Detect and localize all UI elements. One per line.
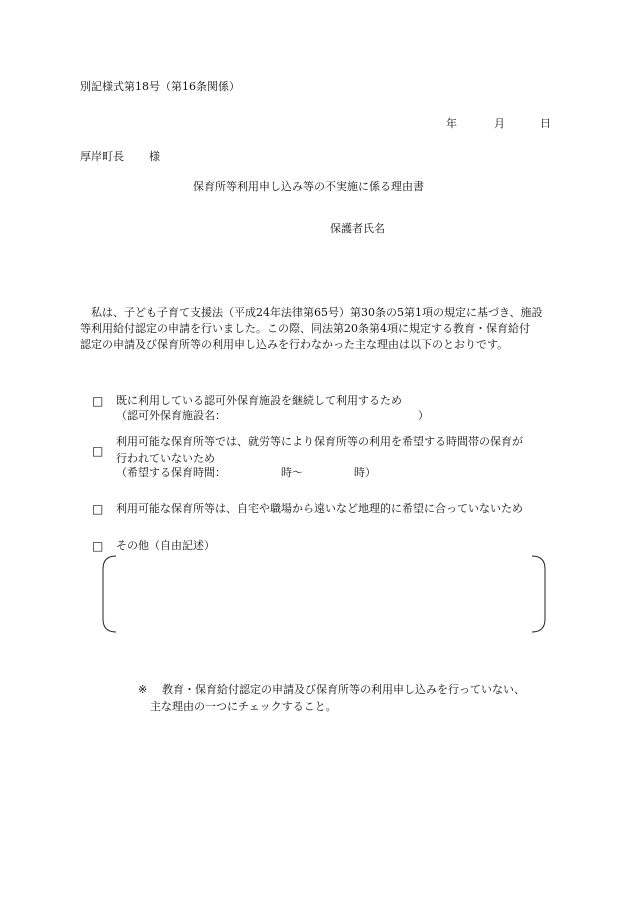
facility-name-label: （認可外保育施設名：: [116, 409, 226, 422]
option-2-text: [116, 433, 523, 467]
intro-line: 等利用給付認定の申請を行いました。この際、同法第20条第4項に規定する教育・保育給付: [80, 322, 530, 335]
note-mark: ※: [138, 683, 148, 696]
guardian-name-label: 保護者氏名: [330, 222, 385, 235]
facility-name-close: ）: [418, 409, 429, 422]
addressee-name: 厚岸町長: [80, 150, 124, 163]
intro-line: 私は、子ども子育て支援法（平成24年法律第65号）第30条の5第1項の規定に基づき、施設: [91, 306, 543, 319]
option-1-text: 既に利用している認可外保育施設を継続して利用するため: [116, 394, 402, 407]
form-label: 別記様式第18号（第16条関係）: [80, 80, 240, 93]
intro-paragraph: [80, 305, 555, 353]
option-4-text: その他（自由記述）: [116, 539, 215, 552]
free-text-area[interactable]: [100, 554, 548, 634]
desired-time-label: （希望する保育時間：: [116, 466, 226, 479]
checkbox-option-3[interactable]: □: [92, 502, 104, 516]
date-day-label: 日: [540, 117, 551, 130]
note-line: 主な理由の一つにチェックすること。: [150, 700, 337, 713]
note-line: 教育・保育給付認定の申請及び保育所等の利用申し込みを行っていない、: [162, 683, 525, 696]
checkbox-option-4[interactable]: □: [92, 539, 104, 553]
option-3-text: 利用可能な保育所等は、自宅や職場から遠いなど地理的に希望に合っていないため: [116, 502, 523, 515]
date-month-label: 月: [494, 117, 505, 130]
option-2-detail: [116, 464, 376, 481]
date-year-label: 年: [446, 117, 457, 130]
left-bracket: [103, 556, 116, 632]
document-title: 保育所等利用申し込み等の不実施に係る理由書: [193, 180, 424, 193]
time-to-unit: 時）: [354, 466, 376, 479]
option-2-line: 利用可能な保育所等では、就労等により保育所等の利用を希望する時間帯の保育が: [116, 435, 523, 448]
checkbox-option-2[interactable]: □: [92, 444, 104, 458]
checkbox-option-1[interactable]: □: [92, 394, 104, 408]
intro-line: 認定の申請及び保育所等の利用申し込みを行わなかった主な理由は以下のとおりです。: [80, 338, 509, 351]
addressee-honorific: 様: [149, 150, 160, 163]
option-1-detail: [116, 407, 429, 424]
right-bracket: [532, 556, 545, 632]
time-from-unit: 時〜: [281, 466, 303, 479]
option-2-line: 行われていないため: [116, 452, 215, 465]
